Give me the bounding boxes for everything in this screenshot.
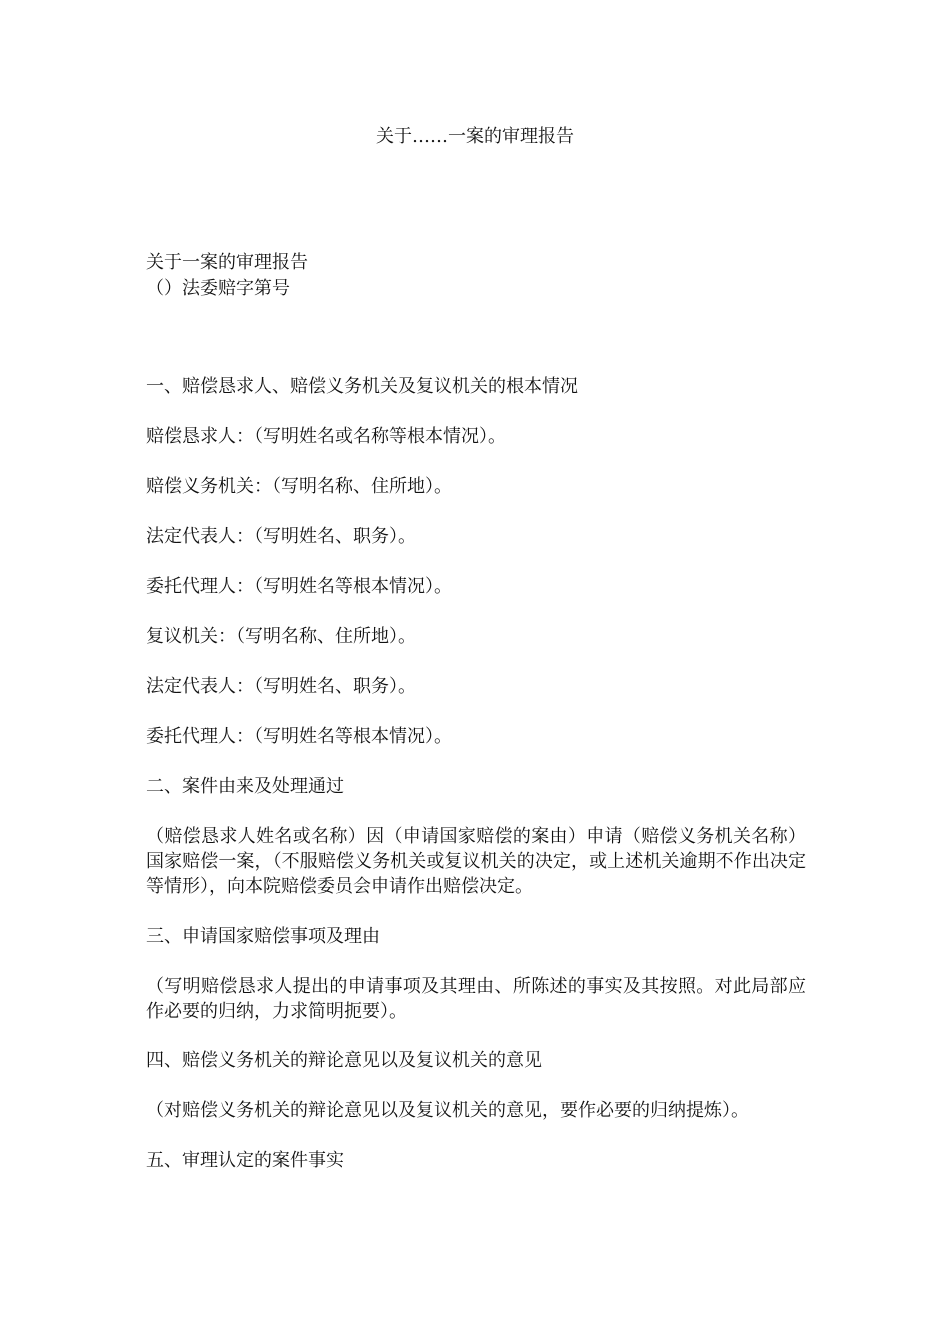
paragraph-claim-items: （写明赔偿恳求人提出的申请事项及其理由、所陈述的事实及其按照。对此局部应作必要的归纳，力求简明扼要）。 (146, 976, 806, 1022)
paragraph-agent-1: 委托代理人：（写明姓名等根本情况）。 (146, 576, 452, 597)
paragraph-obligor: 赔偿义务机关：（写明名称、住所地）。 (146, 476, 452, 497)
document-subtitle: 关于一案的审理报告 (146, 252, 308, 273)
section-heading-2: 二、案件由来及处理通过 (146, 776, 344, 797)
paragraph-claimant: 赔偿恳求人：（写明姓名或名称等根本情况）。 (146, 426, 506, 447)
paragraph-legal-rep-1: 法定代表人：（写明姓名、职务）。 (146, 526, 416, 547)
paragraph-agent-2: 委托代理人：（写明姓名等根本情况）。 (146, 726, 452, 747)
paragraph-opinions: （对赔偿义务机关的辩论意见以及复议机关的意见，要作必要的归纳提炼）。 (146, 1100, 749, 1121)
document-title: 关于……一案的审理报告 (376, 126, 574, 147)
paragraph-review-organ: 复议机关：（写明名称、住所地）。 (146, 626, 416, 647)
paragraph-legal-rep-2: 法定代表人：（写明姓名、职务）。 (146, 676, 416, 697)
paragraph-case-origin: （赔偿恳求人姓名或名称）因（申请国家赔偿的案由）申请（赔偿义务机关名称）国家赔偿一案，（不服赔偿义务机关或复议机关的决定，或上述机关逾期不作出决定等情形），向本院赔偿委员会申请作出赔偿决定。 (146, 826, 806, 897)
section-heading-4: 四、赔偿义务机关的辩论意见以及复议机关的意见 (146, 1050, 542, 1071)
document-number: （）法委赔字第号 (146, 278, 290, 299)
section-heading-5: 五、审理认定的案件事实 (146, 1150, 344, 1171)
section-heading-3: 三、申请国家赔偿事项及理由 (146, 926, 380, 947)
section-heading-1: 一、赔偿恳求人、赔偿义务机关及复议机关的根本情况 (146, 376, 578, 397)
